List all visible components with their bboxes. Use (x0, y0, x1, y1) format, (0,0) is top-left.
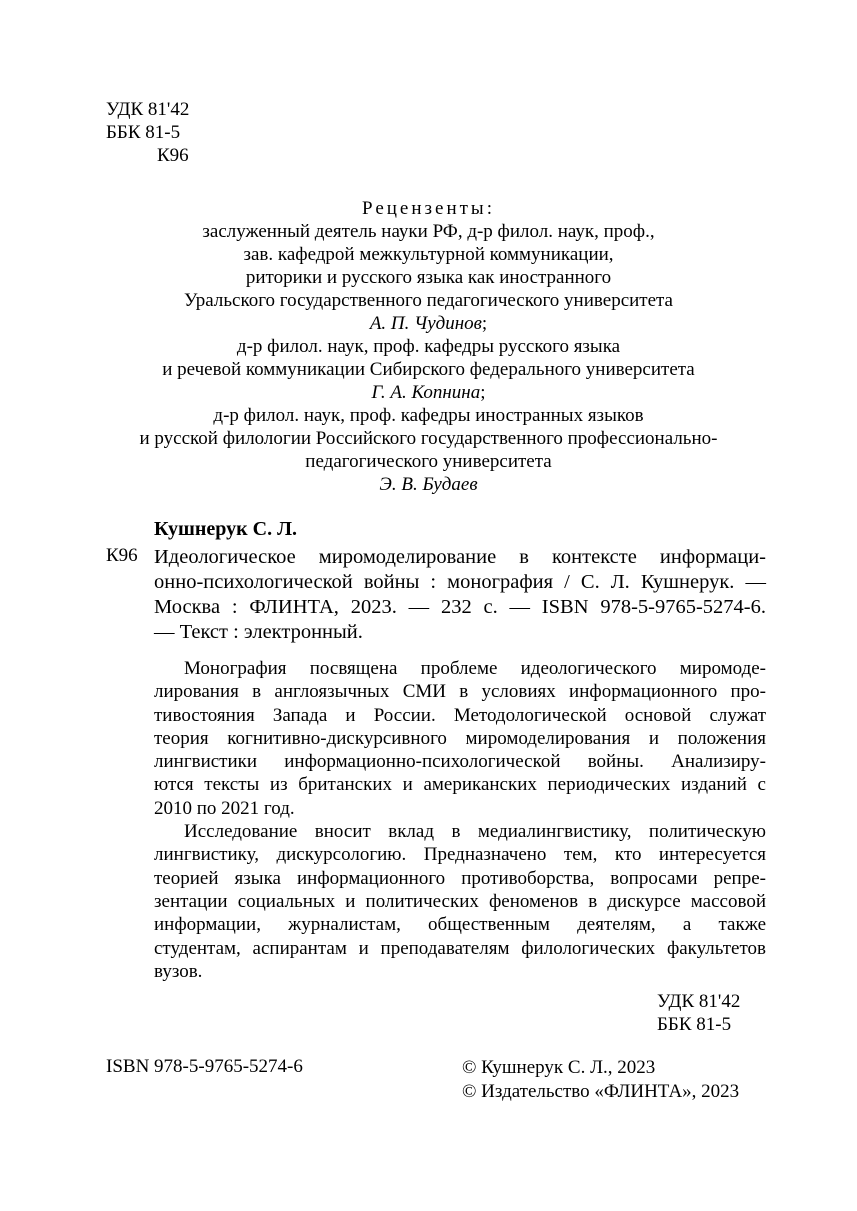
reviewer-affiliation: и речевой коммуникации Сибирского федерального университета (162, 359, 695, 380)
annotation-line: лирования в англоязычных СМИ в условиях информационного про- (154, 681, 766, 703)
isbn: ISBN 978-5-9765-5274-6 (106, 1056, 303, 1077)
reviewer-affiliation: заслуженный деятель науки РФ, д-р филол. наук, проф., (202, 221, 655, 242)
reviewer-separator: ; (481, 313, 488, 334)
reviewer-line (0, 473, 857, 496)
annotation-line: теорией языка информационного противоборства, вопросами репре- (154, 867, 766, 889)
reviewer-line (0, 220, 857, 243)
annotation-line: Исследование вносит вклад в медиалингвистику, политическую (184, 821, 766, 843)
reviewer-line (0, 243, 857, 266)
annotation-paragraph (154, 820, 766, 983)
reviewer-affiliation: педагогического университета (305, 451, 552, 472)
reviewer-line (0, 427, 857, 450)
author-mark: К96 (157, 145, 189, 166)
copyright-publisher: © Издательство «ФЛИНТА», 2023 (462, 1081, 740, 1102)
classification-right (657, 990, 740, 1036)
reviewer-name: А. П. Чудинов (369, 313, 482, 334)
annotation-line: информации, журналистам, общественным деятелям, а также (154, 914, 766, 936)
annotation-line: студентам, аспирантам и преподавателям филологических факультетов (154, 937, 766, 959)
annotation-line: лингвистики информационно-психологической войны. Анализиру- (154, 751, 766, 773)
reviewer-affiliation: и русской филологии Российского государственного профессионально- (139, 428, 718, 449)
bibliographic-code: К96 (106, 545, 138, 566)
annotation-line: вузов. (154, 960, 203, 982)
reviewer-line (0, 335, 857, 358)
bibliographic-line: Идеологическое миромоделирование в контексте информаци- (154, 546, 766, 568)
reviewer-line (0, 404, 857, 427)
bbk-code: ББК 81-5 (106, 122, 181, 143)
reviewer-name: Э. В. Будаев (379, 474, 478, 495)
annotation-line: 2010 по 2021 год. (154, 797, 295, 819)
reviewer-affiliation: зав. кафедрой межкультурной коммуникации, (243, 244, 614, 265)
reviewer-affiliation: д-р филол. наук, проф. кафедры русского языка (236, 336, 621, 357)
annotation-line: теория когнитивно-дискурсивного миромоделирования и положения (154, 727, 766, 749)
udk-code-right: УДК 81'42 (657, 991, 741, 1012)
bbk-code-right: ББК 81-5 (657, 1014, 732, 1035)
reviewer-name: Г. А. Копнина (371, 382, 481, 403)
classification-block (106, 98, 189, 167)
reviewer-line (0, 358, 857, 381)
reviewer-affiliation: Уральского государственного педагогического университета (183, 290, 673, 311)
bibliographic-line: Москва : ФЛИНТА, 2023. — 232 с. — ISBN 978-5-9765-5274-6. (154, 596, 766, 618)
annotation-line: зентации социальных и политических феноменов в дискурсе массовой (154, 890, 766, 912)
reviewer-affiliation: д-р филол. наук, проф. кафедры иностранных языков (213, 405, 644, 426)
annotation-line: ются тексты из британских и американских периодических изданий с (154, 774, 766, 796)
reviewers-heading: Рецензенты: (362, 198, 495, 219)
bibliographic-line: — Текст : электронный. (154, 621, 363, 643)
reviewer-separator: ; (480, 382, 486, 403)
bibliographic-description (154, 545, 766, 645)
annotation (154, 657, 766, 983)
reviewer-affiliation: риторики и русского языка как иностранного (245, 267, 612, 288)
reviewers-block (0, 197, 857, 496)
copyright-block (462, 1056, 739, 1104)
reviewer-lines (0, 220, 857, 496)
annotation-paragraph (154, 657, 766, 820)
reviewer-line (0, 266, 857, 289)
reviewer-line (0, 450, 857, 473)
reviewer-line (0, 312, 857, 335)
book-author: Кушнерук С. Л. (154, 518, 298, 540)
reviewer-line (0, 381, 857, 404)
copyright-author: © Кушнерук С. Л., 2023 (462, 1057, 656, 1078)
bibliographic-line: онно-психологической войны : монография / С. Л. Кушнерук. — (154, 571, 766, 593)
udk-code: УДК 81'42 (106, 99, 190, 120)
annotation-line: тивостояния Запада и России. Методологической основой служат (154, 704, 766, 726)
reviewer-line (0, 289, 857, 312)
annotation-line: лингвистику, дискурсологию. Предназначено тем, кто интересуется (154, 844, 766, 866)
annotation-line: Монография посвящена проблеме идеологического миромоде- (184, 658, 766, 679)
